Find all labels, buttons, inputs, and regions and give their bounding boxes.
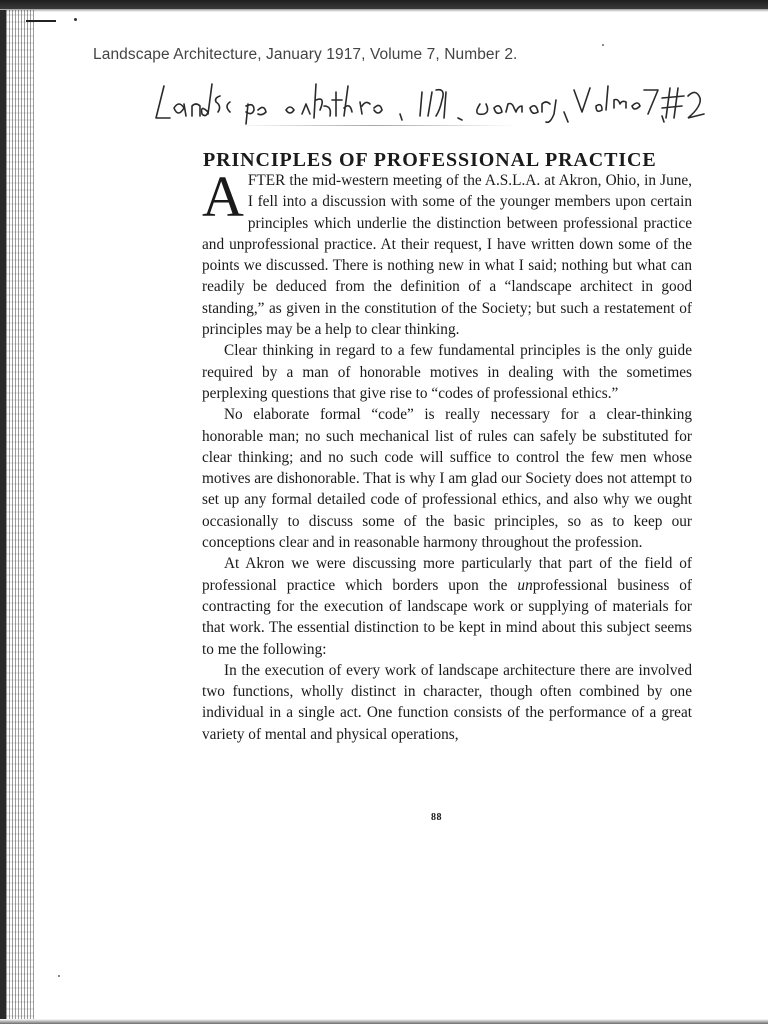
article-title: PRINCIPLES OF PROFESSIONAL PRACTICE [203,149,657,172]
page-number: 88 [431,812,442,823]
article-body [202,164,692,745]
paragraph-3: No elaborate formal “code” is really necessary for a clear-thinking honorable man; no such mechanical list of rules can safely be substituted for clear thinking; and no such code will suffice to control the few men whose motives are dishonorable. That is why I am glad our Society does not attempt to set up any formal detailed code of professional ethics, and also why we ought occasionally to discuss some of the basic principles, so as to keep our conceptions clear and in reasonable harmony throughout the profession. [202,406,692,552]
citation-header: Landscape Architecture, January 1917, Volume 7, Number 2. [93,46,518,63]
handwritten-annotation [150,78,670,126]
paragraph-4-emphasis: un [517,576,533,594]
paragraph-5: In the execution of every work of landscape architecture there are involved two functions, wholly distinct in character, though often combined by one individual in a single act. One function consists of the performance of a great variety of mental and physical operations, [202,661,692,743]
paragraph-1 [202,164,692,340]
binding-shadow [0,10,6,1024]
handwritten-issue-number [660,84,710,124]
paragraph-4-text-rest: professional business of contracting for the execution of landscape work or supplying of materials for that work. The essential distinction to be kept in mind [202,576,692,637]
scan-bottom-edge [0,1019,768,1024]
scan-speck [74,18,77,21]
paragraph-1-text: FTER the mid-western meeting of the A.S.L.A. at Akron, Ohio, in June, I fell into a discussion with some of the younger members upon certain principles which underlie the distinction between professional practice and unprofessional practice. At their request, I have written down some of the points we discussed. There is nothing new in what I said; nothing but what can readily be deduced from the definition of a “landscape architect in good standing,” as given in the constitution of the Society; but such a restatement of principles may be a help to clear thinking. [202,172,692,339]
scan-top-shadow [0,9,768,12]
paragraph-4-text-end: about this subject seems to me the following: [202,619,692,658]
scan-mark [26,20,56,22]
scan-speck [602,44,604,46]
scan-speck [58,975,60,977]
scan-top-edge [0,0,768,9]
drop-cap: A [202,164,244,229]
paragraph-4-text-start: At Akron we were discussing more particularly that part of the field of professional practice which borders upon the [202,555,692,594]
paragraph-4 [202,553,692,659]
faint-rule [235,125,515,126]
paragraph-2: Clear thinking in regard to a few fundamental principles is the only guide required by a man of honorable motives in dealing with the sometimes perplexing questions that give rise to “codes of professional ethics.” [202,342,692,402]
